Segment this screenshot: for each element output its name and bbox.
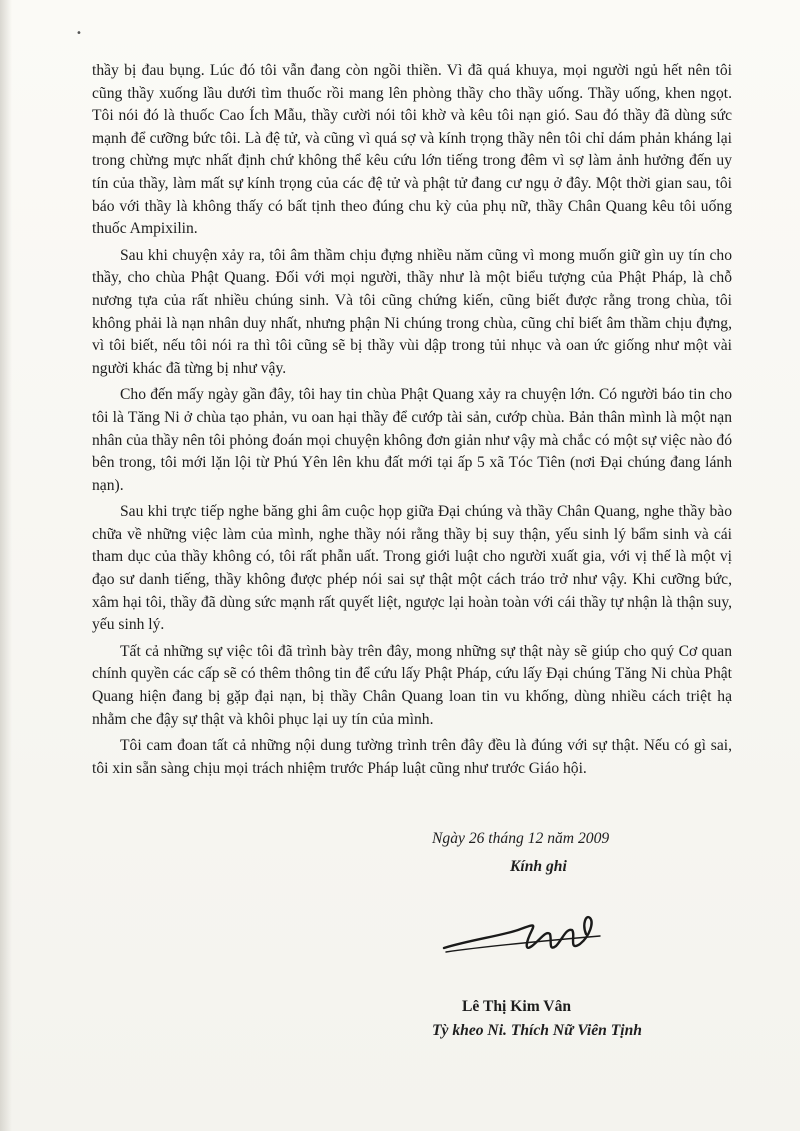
page-shadow-edge — [0, 0, 12, 1131]
signer-title: Tỳ kheo Ni. Thích Nữ Viên Tịnh — [432, 1022, 642, 1039]
paragraph-6: Tôi cam đoan tất cả những nội dung tường trình trên đây đều là đúng với sự thật. Nếu có gì sai, tôi xin sẵn sàng chịu mọi trách nhiệm trước Pháp luật cũng như trước Giáo hội. — [92, 737, 732, 777]
handwritten-signature — [440, 900, 630, 980]
date-line: Ngày 26 tháng 12 năm 2009 — [432, 830, 610, 847]
signer-name: Lê Thị Kim Vân — [462, 998, 572, 1015]
salutation: Kính ghi — [510, 858, 567, 875]
paragraph-1: thầy bị đau bụng. Lúc đó tôi vẫn đang còn ngồi thiền. Vì đã quá khuya, mọi người ngủ hết nên tôi cũng thầy xuống lầu dưới tìm thuốc rồi mang lên phòng thầy cho thầy uống. Thầy uống, khen ngọt. Tôi nói đó là thuốc Cao Ích Mẫu, thầy cười nói tôi khờ và kêu tôi nạn gió. Sau đó thầy đã dùng sức mạnh để cưỡng bức tôi. Là đệ tử, và cũng vì quá sợ và kính trọng thầy nên tôi chỉ dám phản kháng lại trong chừng mực nhất định chứ không thể kêu cứu lớn tiếng trong đêm vì sợ làm ảnh hưởng đến uy tín của thầy, làm mất sự kính trọng của các đệ tử và phật tử đang cư ngụ ở đây. Một thời gian sau, tôi báo với thầy là không thấy có bất tịnh theo đúng chu kỳ của phụ nữ, thầy Chân Quang kêu tôi uống thuốc Ampixilin. — [92, 62, 732, 238]
paragraph-5: Tất cả những sự việc tôi đã trình bày trên đây, mong những sự thật này sẽ giúp cho quý Cơ quan chính quyền các cấp sẽ có thêm thông tin để cứu lấy Phật Pháp, cứu lấy Đại chúng Tăng Ni chùa Phật Quang hiện đang bị gặp đại nạn, bị thầy Chân Quang loan tin vu khống, dùng nhiều cách triệt hạ nhằm che đậy sự thật và khôi phục lại uy tín của mình. — [92, 642, 732, 728]
letter-body — [92, 60, 732, 784]
paragraph-2: Sau khi chuyện xảy ra, tôi âm thầm chịu đựng nhiều năm cũng vì mong muốn giữ gìn uy tín cho thầy, cho chùa Phật Quang. Đối với mọi người, thầy như là một biểu tượng của Phật Pháp, là chỗ nương tựa của rất nhiều chúng sinh. Và tôi cũng chứng kiến, cũng biết được rằng trong chùa, tôi không phải là nạn nhân duy nhất, nhưng phận Ni chúng trong chùa, cũng chỉ biết âm thầm chịu đựng, vì tôi biết, nếu tôi nói ra thì tôi cũng sẽ bị thầy vùi dập trong tủi nhục và oan ức giống như một vài người khác đã từng bị như vậy. — [92, 246, 732, 377]
paragraph-4: Sau khi trực tiếp nghe băng ghi âm cuộc họp giữa Đại chúng và thầy Chân Quang, nghe thầy bào chữa về những việc làm của mình, nghe thầy nói rằng thầy bị suy thận, yếu sinh lý bẩm sinh và cái tham dục của thầy không có, tôi rất phẫn uất. Trong giới luật cho người xuất gia, với vị thế là một vị đạo sư danh tiếng, thầy không được phép nói sai sự thật một cách tráo trở như vậy. Khi cưỡng bức, xâm hại tôi, thầy đã dùng sức mạnh rất quyết liệt, ngược lại hoàn toàn với cái thầy tự nhận là thận suy, yếu sinh lý. — [92, 503, 732, 634]
paragraph-3: Cho đến mấy ngày gần đây, tôi hay tin chùa Phật Quang xảy ra chuyện lớn. Có người báo tin cho tôi là Tăng Ni ở chùa tạo phản, vu oan hại thầy để cướp tài sản, cướp chùa. Bản thân mình là một nạn nhân của thầy nên tôi phỏng đoán mọi chuyện không đơn giản như vậy mà chắc có một sự việc nào đó bên trong, tôi mới lặn lội từ Phú Yên lên khu đất mới tại ấp 5 xã Tóc Tiên (nơi Đại chúng đang lánh nạn). — [92, 386, 732, 494]
scan-speck: • — [76, 28, 82, 39]
